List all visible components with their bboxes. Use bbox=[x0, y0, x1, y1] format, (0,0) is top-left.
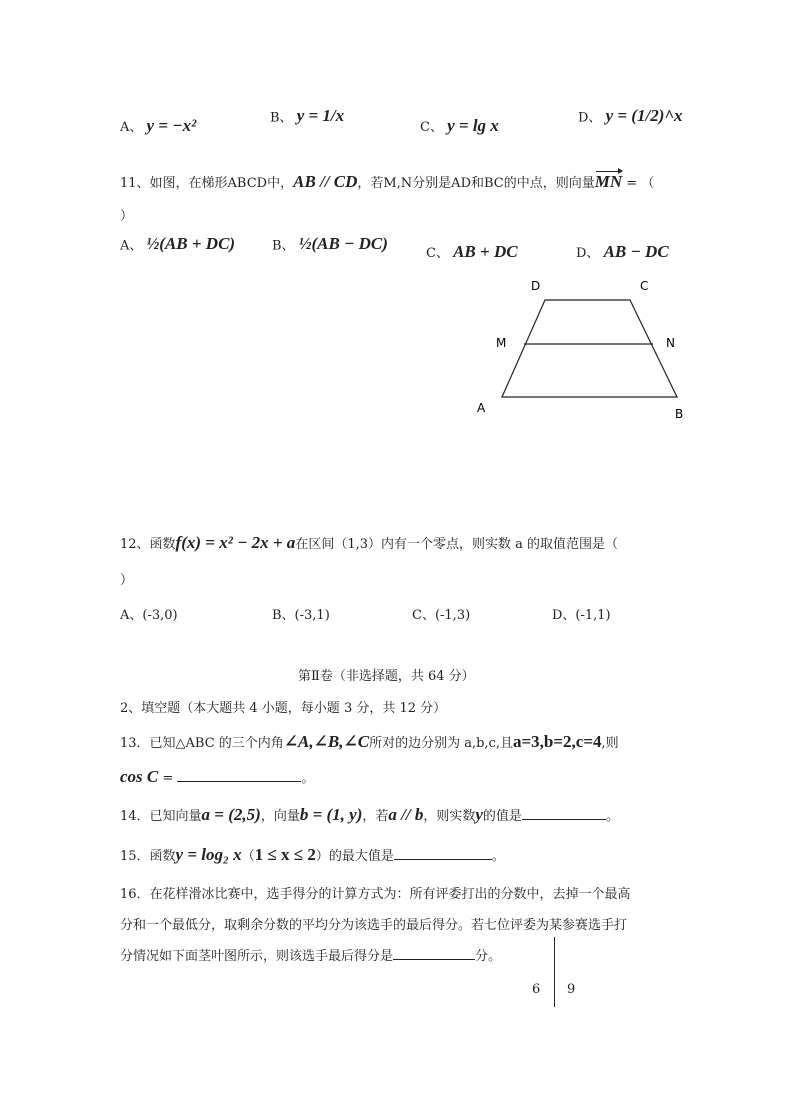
q13-angles: ∠A,∠B,∠C bbox=[283, 732, 370, 751]
q11-option-d bbox=[576, 242, 669, 262]
q12-text-1: 12、函数 bbox=[120, 537, 176, 552]
stem-value: 6 bbox=[532, 982, 541, 997]
q12-text-2: 在区间（1,3）内有一个零点，则实数 a 的取值范围是（ bbox=[295, 537, 619, 552]
q12-option-a: A、(-3,0) bbox=[120, 608, 178, 623]
q10-option-b-expr: y = 1/x bbox=[296, 106, 345, 125]
label-c: C bbox=[640, 279, 649, 293]
q10-option-a bbox=[120, 116, 196, 136]
q13-answer-blank[interactable] bbox=[177, 767, 301, 782]
q12-function: f(x) = x² − 2x + a bbox=[175, 533, 296, 552]
q11-option-b-label: B、 bbox=[272, 238, 295, 254]
q11-text-1: 11、如图，在梯形ABCD中， bbox=[120, 176, 294, 191]
q14-text-2: ，向量 bbox=[260, 809, 300, 824]
q11-option-d-label: D、 bbox=[576, 246, 600, 261]
q14-answer-blank[interactable] bbox=[522, 805, 606, 820]
q13-end: 。 bbox=[301, 771, 315, 786]
q14-text-5: 的值是 bbox=[482, 809, 522, 824]
q10-option-d-expr: y = (1/2)^x bbox=[605, 106, 683, 125]
q11-option-c-expr: AB + DC bbox=[453, 242, 518, 261]
q12-stem bbox=[120, 533, 618, 553]
trapezoid-shape bbox=[502, 300, 677, 397]
q15-end: 。 bbox=[491, 849, 505, 864]
q14-text-1: 14．已知向量 bbox=[120, 809, 202, 824]
q10-option-a-label: A、 bbox=[120, 120, 143, 135]
q11-option-c-label: C、 bbox=[426, 246, 449, 261]
q11-option-c bbox=[426, 242, 518, 262]
q11-stem bbox=[120, 172, 654, 192]
q10-option-d-label: D、 bbox=[578, 110, 602, 126]
q13-text-2: 所对的边分别为 a,b,c,且 bbox=[369, 736, 513, 751]
q12-option-d: D、(-1,1) bbox=[552, 608, 611, 623]
label-a: A bbox=[477, 401, 486, 415]
q13-text-3: ,则 bbox=[601, 736, 619, 751]
q16-line-3-b: 分。 bbox=[475, 949, 502, 964]
q11-option-a bbox=[120, 234, 235, 254]
q11-vector-mn: MN bbox=[594, 172, 623, 191]
q10-option-a-expr: y = −x² bbox=[146, 116, 197, 135]
q13-cos: cos C bbox=[120, 767, 159, 786]
q14-line bbox=[120, 805, 619, 825]
q13-line-2 bbox=[120, 767, 314, 787]
q13-text-1: 13．已知△ABC 的三个内角 bbox=[120, 736, 284, 751]
q16-answer-blank[interactable] bbox=[393, 945, 475, 960]
label-m: M bbox=[496, 336, 507, 350]
q11-text-2: ，若M,N分别是AD和BC的中点，则向量 bbox=[357, 176, 595, 191]
q11-option-b-expr: ½(AB − DC) bbox=[298, 234, 388, 253]
section2-title: 2、填空题（本大题共 4 小题，每小题 3 分，共 12 分） bbox=[120, 701, 447, 716]
q13-values: a=3,b=2,c=4 bbox=[512, 732, 602, 751]
q14-vec-b: b = (1, y) bbox=[299, 805, 363, 824]
q13-text-4: = bbox=[158, 771, 178, 786]
part2-title: 第Ⅱ卷（非选择题，共 64 分） bbox=[298, 669, 475, 684]
leaf-value: 9 bbox=[567, 982, 576, 997]
q10-option-b bbox=[270, 106, 344, 126]
q13-line-1 bbox=[120, 732, 619, 752]
q11-close-paren: ） bbox=[120, 209, 134, 224]
q15-function: y = log₂ x bbox=[175, 845, 242, 864]
q12-option-b: B、(-3,1) bbox=[272, 608, 330, 623]
label-d: D bbox=[531, 279, 541, 293]
q16-line-1: 16．在花样滑冰比赛中，选手得分的计算方式为：所有评委打出的分数中，去掉一个最高 bbox=[120, 887, 631, 902]
q10-option-c bbox=[420, 116, 499, 136]
q10-option-b-label: B、 bbox=[270, 110, 293, 126]
q11-option-a-label: A、 bbox=[120, 238, 143, 254]
q14-end: 。 bbox=[605, 809, 619, 824]
q15-line bbox=[120, 845, 505, 865]
q11-text-3: = （ bbox=[622, 176, 655, 191]
q12-close-paren: ） bbox=[120, 573, 134, 588]
q10-option-d bbox=[578, 106, 683, 126]
q14-parallel: a // b bbox=[388, 805, 424, 824]
q10-option-c-label: C、 bbox=[420, 120, 443, 135]
q11-option-d-expr: AB − DC bbox=[603, 242, 669, 261]
q11-option-a-expr: ½(AB + DC) bbox=[146, 234, 236, 253]
q15-text-2: （ bbox=[241, 849, 255, 864]
q16-line-2: 分和一个最低分，取剩余分数的平均分为该选手的最后得分。若七位评委为某参赛选手打 bbox=[120, 918, 628, 933]
q14-var-y: y bbox=[475, 805, 483, 824]
q12-option-c: C、(-1,3) bbox=[412, 608, 471, 623]
q16-line-3 bbox=[120, 945, 501, 964]
q11-option-b bbox=[272, 234, 388, 254]
label-n: N bbox=[666, 336, 675, 350]
q14-text-4: ，则实数 bbox=[423, 809, 476, 824]
q11-parallel: AB // CD bbox=[293, 172, 358, 191]
stem-leaf-divider bbox=[554, 937, 555, 1007]
q14-text-3: ，若 bbox=[362, 809, 389, 824]
label-b: B bbox=[675, 407, 684, 421]
q15-text-1: 15．函数 bbox=[120, 849, 176, 864]
q16-line-3-a: 分情况如下面茎叶图所示，则该选手最后得分是 bbox=[120, 949, 394, 964]
q10-option-c-expr: y = lg x bbox=[447, 116, 499, 135]
trapezoid-figure bbox=[470, 276, 690, 426]
q15-text-3: ）的最大值是 bbox=[315, 849, 394, 864]
q15-domain: 1 ≤ x ≤ 2 bbox=[254, 845, 316, 864]
q15-answer-blank[interactable] bbox=[394, 845, 492, 860]
q14-vec-a: a = (2,5) bbox=[201, 805, 261, 824]
